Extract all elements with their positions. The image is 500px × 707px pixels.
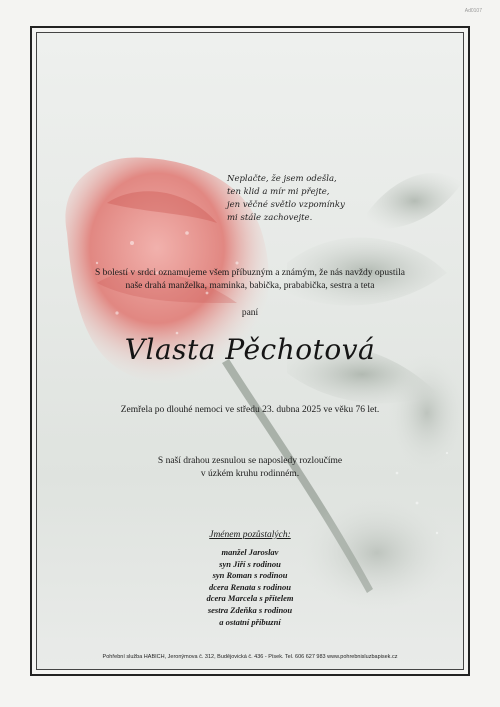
- poem-line: mi stále zachovejte.: [227, 213, 313, 223]
- footer-funeral-service: Pohřební služba HABICH, Jeronýmova č. 312, Budějovická č. 436 - Písek. Tel. 606 627 983 www.pohrebnisluzbapisek.cz: [102, 654, 398, 660]
- mourners-heading: Jménem pozůstalých:: [209, 530, 291, 540]
- farewell-notice: [37, 455, 463, 481]
- mourner-item: a ostatní příbuzní: [219, 616, 281, 627]
- mourner-item: syn Jiří s rodinou: [219, 558, 281, 569]
- page-id: Ad0107: [464, 8, 482, 14]
- mourner-item: dcera Renata s rodinou: [209, 581, 291, 592]
- deceased-name: Vlasta Pěchotová: [124, 333, 376, 366]
- honorific: paní: [241, 308, 259, 318]
- poem-line: ten klid a mír mi přejte,: [227, 187, 330, 197]
- mourners-list: [37, 547, 463, 628]
- poem: [227, 173, 345, 225]
- announcement-line: S bolestí v srdci oznamujeme všem příbuzným a známým, že nás navždy opustila: [95, 268, 405, 278]
- poem-line: jen věčné světlo vzpomínky: [227, 200, 345, 210]
- outer-border: [30, 26, 470, 676]
- mourner-item: dcera Marcela s přítelem: [206, 593, 294, 604]
- mourner-item: sestra Zdeňka s rodinou: [207, 604, 293, 615]
- notice-content: [37, 33, 463, 669]
- farewell-line: S naší drahou zesnulou se naposledy rozloučíme: [157, 456, 343, 466]
- farewell-line: v úzkém kruhu rodinném.: [200, 469, 300, 479]
- announcement-line: naše drahá manželka, maminka, babička, prababička, sestra a teta: [125, 281, 375, 291]
- poem-line: Neplačte, že jsem odešla,: [227, 174, 337, 184]
- inner-border: [36, 32, 464, 670]
- death-notice: Zemřela po dlouhé nemoci ve středu 23. dubna 2025 ve věku 76 let.: [120, 405, 380, 415]
- announcement: [37, 267, 463, 293]
- mourner-item: manžel Jaroslav: [221, 547, 279, 557]
- mourner-item: syn Roman s rodinou: [212, 570, 288, 581]
